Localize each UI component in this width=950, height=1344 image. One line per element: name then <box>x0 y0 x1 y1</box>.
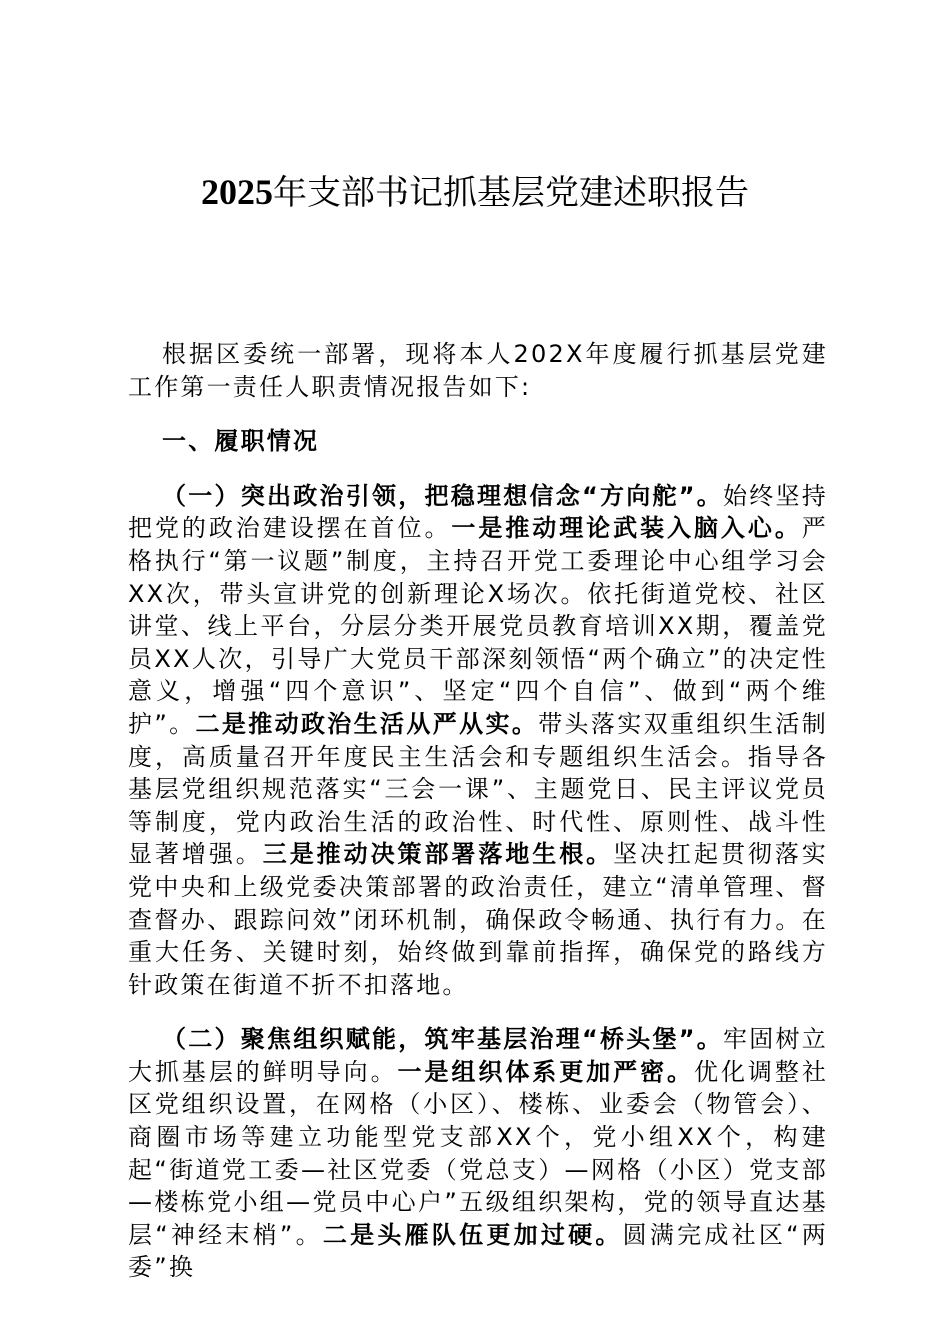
paragraph-1-heading: （一）突出政治引领，把稳理想信念“方向舵”。 <box>162 481 724 510</box>
intro-paragraph: 根据区委统一部署，现将本人202X年度履行抓基层党建工作第一责任人职责情况报告如下: <box>128 340 828 401</box>
paragraph-1: （一）突出政治引领，把稳理想信念“方向舵”。始终坚持把党的政治建设摆在首位。一是推动理论武装入脑入心。严格执行“第一议题”制度，主持召开党工委理论中心组学习会XX次，带头宣讲党的创新理论X场次。依托街道党校、社区讲堂、线上平台，分层分类开展党员教育培训XX期，覆盖党员XX人次，引导广大党员干部深刻领悟“两个确立”的决定性意义，增强“四个意识”、坚定“四个自信”、做到“两个维护”。二是推动政治生活从严从实。带头落实双重组织生活制度，高质量召开年度民主生活会和专题组织生活会。指导各基层党组织规范落实“三会一课”、主题党日、民主评议党员等制度，党内政治生活的政治性、时代性、原则性、战斗性显著增强。三是推动决策部署落地生根。坚决扛起贯彻落实党中央和上级党委决策部署的政治责任，建立“清单管理、督查督办、跟踪问效”闭环机制，确保政令畅通、执行有力。在重大任务、关键时刻，始终做到靠前指挥，确保党的路线方针政策在街道不折不扣落地。 <box>128 481 828 999</box>
document-body <box>128 338 828 1284</box>
section-heading: 一、履职情况 <box>162 427 320 456</box>
title-text: 年支部书记抓基层党建述职报告 <box>273 173 749 213</box>
paragraph-2: （二）聚焦组织赋能，筑牢基层治理“桥头堡”。牢固树立大抓基层的鲜明导向。一是组织体系更加严密。优化调整社区党组织设置，在网格（小区）、楼栋、业委会（物管会）、商圈市场等建立功能型党支部XX个，党小组XX个，构建起“街道党工委—社区党委（党总支）—网格（小区）党支部—楼栋党小组—党员中心户”五级组织架构，党的领导直达基层“神经末梢”。二是头雁队伍更加过硬。圆满完成社区“两委”换 <box>128 1025 829 1282</box>
title-year: 2025 <box>201 172 273 212</box>
paragraph-2-heading: （二）聚焦组织赋能，筑牢基层治理“桥头堡”。 <box>162 1025 724 1054</box>
document-title <box>0 168 950 217</box>
